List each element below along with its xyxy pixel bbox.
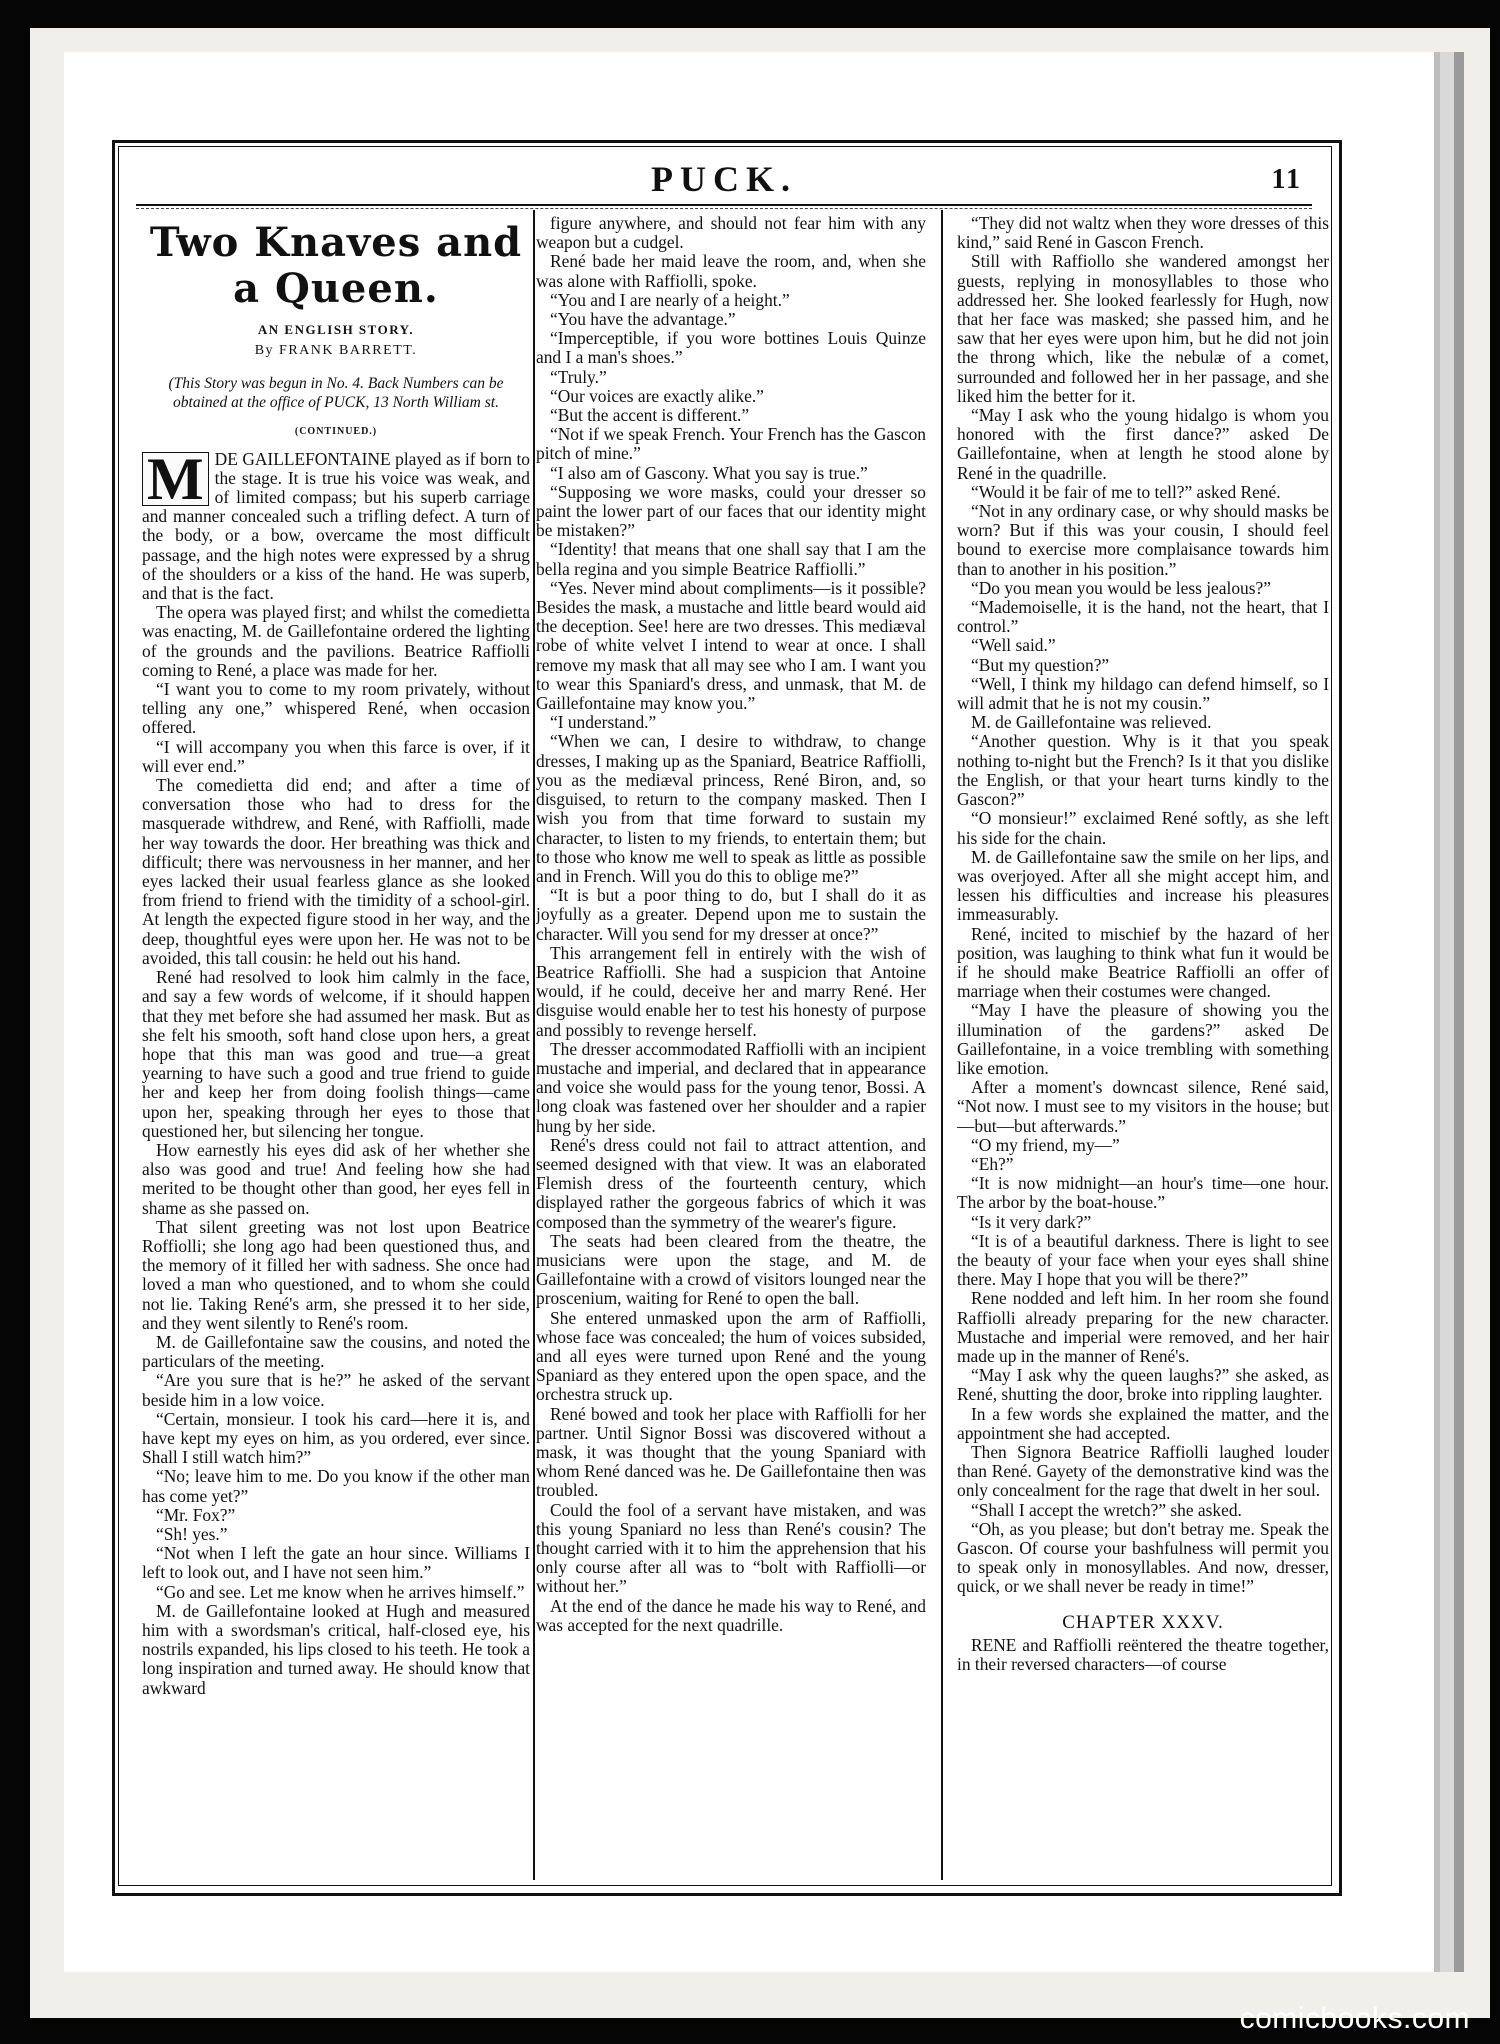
paragraph: “Yes. Never mind about compliments—is it possible? Besides the mask, a mustache and little beard would aid the deception. See! here are two dresses. This mediæval robe of white velvet I intend to wear at once. I shall remove my mask that all may see who I am. I want you to wear this Spaniard's dress, and unmask, that M. de Gaillefontaine may know you.”	[536, 577, 926, 714]
paragraph: “Truly.”	[550, 366, 607, 387]
paragraph: figure anywhere, and should not fear him with any weapon but a cudgel.	[536, 214, 926, 253]
paragraph: “Go and see. Let me know when he arrives himself.”	[156, 1581, 525, 1602]
watermark: comicbooks.com	[1239, 2002, 1470, 2035]
paragraph: “Not in any ordinary case, or why should masks be worn? But if this was your cousin, I should feel bound to exercise more complaisance towards him than to another in his position.”	[957, 501, 1329, 579]
paragraph: In a few words she explained the matter, and the appointment she had accepted.	[957, 1403, 1329, 1443]
continued-label: (CONTINUED.)	[294, 426, 378, 438]
paragraph: “Imperceptible, if you wore bottines Louis Quinze and I a man's shoes.”	[536, 328, 926, 368]
paragraph: “Well, I think my hildago can defend himself, so I will admit that he is not my cousin.”	[957, 673, 1329, 714]
paragraph: “Is it very dark?”	[971, 1211, 1092, 1232]
paragraph: “But the accent is different.”	[550, 405, 750, 426]
paragraph: “O my friend, my—”	[971, 1134, 1120, 1155]
paragraph: This arrangement fell in entirely with the wish of Beatrice Raffiolli. She had a suspicion that Antoine would, if he could, deceive her and marry René. Her disguise would enable her to test his honesty of purpose and possibly to revenge herself.	[536, 942, 926, 1040]
paragraph: RENE and Raffiolli reëntered the theatre together, in their reversed characters—of course	[957, 1634, 1329, 1675]
paragraph: René had resolved to look him calmly in the face, and say a few words of welcome, if it should happen that they met before she had assumed her mask. But as she felt his smooth, soft hand close upon hers, a great hope that this man was good and true—a great yearning to have such a good and true friend to guide her and keep her from doing foolish things—came upon her, speaking through her eyes to those that questioned her, but silencing her tongue.	[142, 967, 530, 1141]
paragraph: “It is but a poor thing to do, but I shall do it as joyfully as a greater. Depend upon me to sustain the character. Will you send for my dresser at once?”	[536, 885, 926, 944]
paragraph: “But my question?”	[971, 654, 1110, 675]
paragraph: “May I have the pleasure of showing you the illumination of the gardens?” asked De Gaillefontaine, in a voice trembling with something like emotion.	[957, 1000, 1329, 1078]
masthead-rule	[136, 204, 1312, 206]
paragraph: “Oh, as you please; but don't betray me. Speak the Gascon. Of course your bashfulness will permit you to speak only in monosyllables. And now, dresser, quick, or we shall never be ready in time!”	[957, 1518, 1329, 1597]
paragraph: “You and I are nearly of a height.”	[550, 289, 790, 310]
paragraph: M. de Gaillefontaine was relieved.	[971, 712, 1212, 733]
paragraph: “You have the advantage.”	[550, 309, 736, 330]
paragraph: “I also am of Gascony. What you say is true.”	[550, 462, 868, 483]
article-byline: By FRANK BARRETT.	[254, 343, 418, 359]
paragraph: “O monsieur!” exclaimed René softly, as she left his side for the chain.	[957, 808, 1329, 848]
paragraph: René, incited to mischief by the hazard of her position, was laughing to think what fun it would be if he should make Beatrice Raffiolli an offer of marriage when their costumes were changed.	[957, 923, 1329, 1002]
paragraph: M. de Gaillefontaine saw the smile on her lips, and was overjoyed. After all she might accept him, and lessen his difficulties and increase his pleasures immeasurably.	[957, 846, 1329, 925]
paragraph: “Are you sure that is he?” he asked of the servant beside him in a low voice.	[142, 1370, 530, 1410]
article-subtitle: AN ENGLISH STORY.	[257, 322, 415, 337]
paragraph: M. de Gaillefontaine looked at Hugh and measured him with a swordsman's critical, half-closed eye, his nostrils expanded, his lips closed to his teeth. He took a long inspiration and turned away. He should know that awkward	[142, 1600, 530, 1698]
paragraph: The comedietta did end; and after a time of conversation those who had to dress for the masquerade withdrew, and René, with Raffiolli, made her way towards the door. Her breathing was thick and difficult; there was nervousness in her manner, and her eyes lacked their usual fearless glance as she looked from friend to friend with the timidity of a school-girl. At length the expected figure stood in her way, and the deep, thoughtful eyes were upon her. He was not to be avoided, this tall cousin: he held out his hand.	[142, 775, 530, 968]
masthead-title: PUCK.	[651, 159, 797, 199]
paragraph: M DE GAILLEFONTAINE played as if born to the stage. It is true his voice was weak, and of limited compass; but his superb carriage and manner concealed such a trifling defect. A turn of the body, or a bow, overcame the most difficult passage, and the high notes were expressed by a shrug of the shoulders or a kiss of the hand. He was superb, and that is the fact.	[142, 445, 530, 604]
column-2	[536, 214, 926, 1878]
paragraph: Could the fool of a servant have mistaken, and was this young Spaniard no less than René's cousin? The thought carried with it to him the apprehension that his only course after all was to “bolt with Raffiolli—or without her.”	[536, 1499, 926, 1597]
paragraph: “Shall I accept the wretch?” she asked.	[971, 1499, 1242, 1520]
paragraph: M. de Gaillefontaine saw the cousins, and noted the particulars of the meeting.	[142, 1331, 530, 1372]
drop-cap: M	[142, 452, 209, 506]
column-1-text	[142, 445, 530, 1698]
paragraph: “When we can, I desire to withdraw, to change dresses, I making up as the Spaniard, Beatrice Raffiolli, you as the mediæval princess, René Biron, and, so disguised, to return to the company masked. Then I wish you from that time forward to sustain my character, to listen to my friends, to entertain them; but to those who know me well to speak as little as possible and in French. Will you do this to oblige me?”	[536, 731, 926, 886]
paragraph: “It is now midnight—an hour's time—one hour. The arbor by the boat-house.”	[957, 1173, 1329, 1213]
paragraph: Rene nodded and left him. In her room she found Raffiolli already preparing for the new character. Mustache and imperial were removed, and her hair made up in the manner of René's.	[957, 1288, 1329, 1366]
paragraph: “May I ask who the young hidalgo is whom you honored with the first dance?” asked De Gaillefontaine, when at length he stood alone by René in the quadrille.	[957, 405, 1329, 483]
page-number: 11	[1271, 164, 1302, 195]
paragraph: “Mr. Fox?”	[156, 1504, 236, 1525]
paragraph: The dresser accommodated Raffiolli with an incipient mustache and imperial, and declared that in appearance and voice she would pass for the young tenor, Bossi. A long cloak was fastened over her shoulder and a rapier hung by her side.	[536, 1038, 926, 1136]
paragraph: “Supposing we wore masks, could your dresser so paint the lower part of our faces that our identity might be mistaken?”	[536, 481, 926, 541]
paragraph: “May I ask why the queen laughs?” she asked, as René, shutting the door, broke into rippling laughter.	[957, 1365, 1329, 1405]
paragraph: “I want you to come to my room privately, without telling any one,” whispered René, when occasion offered.	[142, 679, 530, 738]
paragraph: That silent greeting was not lost upon Beatrice Roffiolli; she long ago had been questioned thus, and the memory of it filled her with sadness. She once had loved a man who questioned, and to whom she could not lie. Taking René's arm, she pressed it to her side, and they went silently to René's room.	[142, 1216, 530, 1333]
paragraph: Then Signora Beatrice Raffiolli laughed louder than René. Gayety of the demonstrative kind was the only concealment for the rage that dwelt in her soul.	[957, 1442, 1329, 1501]
paragraph: “Would it be fair of me to tell?” asked René.	[971, 481, 1281, 502]
serial-notice: (This Story was begun in No. 4. Back Numbers can be obtained at the office of PUCK, 13 North William st.	[168, 375, 504, 412]
paragraph: René bade her maid leave the room, and, when she was alone with Raffiolli, spoke.	[536, 251, 926, 291]
column-3-text	[957, 214, 1329, 1597]
paragraph: “No; leave him to me. Do you know if the other man has come yet?”	[142, 1466, 530, 1506]
paragraph: “Mademoiselle, it is the hand, not the heart, that I control.”	[957, 597, 1329, 637]
column-3	[957, 214, 1329, 1878]
paragraph: “Another question. Why is it that you speak nothing to-night but the French? Is it that you dislike the English, or that your heart turns kindly to the Gascon?”	[957, 731, 1329, 810]
masthead	[126, 150, 1322, 204]
column-1	[142, 214, 530, 1878]
article-headline: Two Knaves and a Queen.	[149, 219, 523, 312]
column-divider	[533, 210, 535, 1880]
paragraph: At the end of the dance he made his way to René, and was accepted for the next quadrille.	[536, 1595, 926, 1635]
paragraph: René bowed and took her place with Raffiolli for her partner. Until Signor Bossi was discovered without a mask, it was thought that the young Spaniard with whom René danced was he. De Gaillefontaine then was troubled.	[536, 1403, 926, 1501]
paragraph: “It is of a beautiful darkness. There is light to see the beauty of your face when your eyes shall shine there. May I hope that you will be there?”	[957, 1230, 1329, 1290]
paragraph: “I will accompany you when this farce is over, if it will ever end.”	[142, 736, 530, 776]
paragraph: The opera was played first; and whilst the comedietta was enacting, M. de Gaillefontaine ordered the lighting of the grounds and the pavilions. Beatrice Raffiolli coming to René, a place was made for her.	[142, 602, 530, 680]
paragraph: The seats had been cleared from the theatre, the musicians were upon the stage, and M. de Gaillefontaine with a crowd of visitors lounged near the proscenium, waiting for René to open the ball.	[536, 1230, 926, 1309]
chapter-heading: CHAPTER XXXV.	[1062, 1611, 1224, 1633]
paragraph: “I understand.”	[550, 712, 657, 733]
paragraph: How earnestly his eyes did ask of her whether she also was good and true! And feeling how she had merited to be thought other than good, her eyes fell in shame as she passed on.	[142, 1139, 530, 1218]
paragraph: “Well said.”	[971, 635, 1056, 656]
paragraph: “Certain, monsieur. I took his card—here it is, and have kept my eyes on him, as you ordered, ever since. Shall I still watch him?”	[142, 1408, 530, 1468]
paragraph: “Not when I left the gate an hour since. Williams I left to look out, and I have not seen him.”	[142, 1543, 530, 1583]
paragraph: “Our voices are exactly alike.”	[550, 385, 764, 406]
paragraph: René's dress could not fail to attract attention, and seemed designed with that view. It was an elaborated Flemish dress of the fourteenth century, which displayed rather the gorgeous fabrics of which it was composed than the symmetry of the wearer's figure.	[536, 1134, 926, 1232]
masthead-rule-dashed	[136, 208, 1312, 209]
paragraph: After a moment's downcast silence, René said, “Not now. I must see to my visitors in the house; but—but—but afterwards.”	[957, 1077, 1329, 1136]
paragraph: “Identity! that means that one shall say that I am the bella regina and you simple Beatrice Raffiolli.”	[536, 539, 926, 579]
paragraph: Still with Raffiollo she wandered amongst her guests, replying in monosyllables to those who addressed her. She looked fearlessly for Hugh, now that her face was masked; she passed him, and he saw that her eyes were upon him, but he did not join the throng which, like the nebulæ of a comet, surrounded and followed her in her passage, and she liked him the better for it.	[957, 251, 1329, 406]
column-3-text-after	[957, 1636, 1329, 1674]
paragraph: “They did not waltz when they wore dresses of this kind,” said René in Gascon French.	[957, 214, 1329, 253]
column-2-text	[536, 214, 926, 1635]
paragraph: She entered unmasked upon the arm of Raffiolli, whose face was concealed; the hum of voices subsided, and all eyes were turned upon René and the young Spaniard as they entered upon the open space, and the orchestra struck up.	[536, 1307, 926, 1405]
paragraph: “Not if we speak French. Your French has the Gascon pitch of mine.”	[536, 424, 926, 464]
paragraph: “Eh?”	[971, 1153, 1014, 1174]
paragraph: “Sh! yes.”	[156, 1523, 228, 1544]
column-divider	[941, 210, 943, 1880]
paragraph: “Do you mean you would be less jealous?”	[971, 577, 1271, 598]
